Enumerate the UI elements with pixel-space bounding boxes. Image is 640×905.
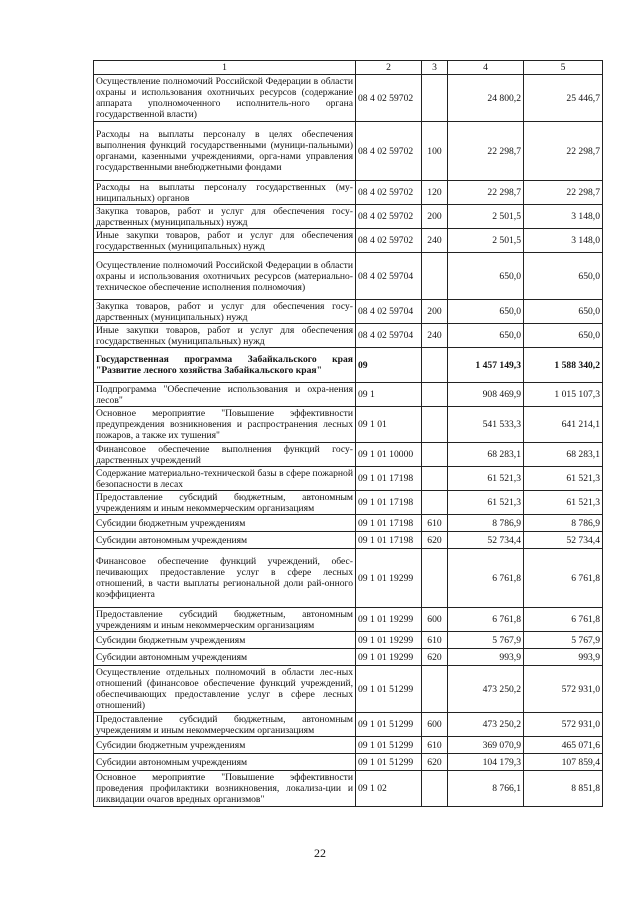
table-row (94, 383, 603, 407)
table-row (94, 666, 603, 713)
row-value-2022-cell: 1 015 107,3 (524, 383, 603, 407)
row-code-cell: 09 1 01 51299 (356, 754, 422, 771)
table-row (94, 348, 603, 383)
row-value-2022-cell: 8 786,9 (524, 515, 603, 532)
column-number-5: 5 (524, 61, 603, 75)
row-code-cell: 09 1 01 17198 (356, 515, 422, 532)
row-name-cell: Субсидии бюджетным учреждениям (94, 515, 356, 532)
column-number-4: 4 (448, 61, 524, 75)
row-name-cell: Иные закупки товаров, работ и услуг для обеспечения государственных (муниципальных) нужд (94, 324, 356, 348)
row-code-cell: 09 (356, 348, 422, 383)
row-code-cell: 08 4 02 59702 (356, 122, 422, 181)
row-value-2022-cell: 22 298,7 (524, 181, 603, 205)
row-value-2022-cell: 52 734,4 (524, 532, 603, 549)
row-value-2022-cell: 993,9 (524, 649, 603, 666)
row-value-2022-cell: 25 446,7 (524, 75, 603, 122)
row-value-2021-cell: 61 521,3 (448, 491, 524, 515)
row-value-2021-cell: 104 179,3 (448, 754, 524, 771)
table-row (94, 467, 603, 491)
row-value-2022-cell: 8 851,8 (524, 771, 603, 807)
row-code-cell: 09 1 01 17198 (356, 467, 422, 491)
row-name-cell: Финансовое обеспечение выполнения функций госу-дарственных учреждений (94, 443, 356, 467)
row-value-2022-cell: 650,0 (524, 253, 603, 300)
table-row (94, 253, 603, 300)
row-value-2021-cell: 22 298,7 (448, 122, 524, 181)
row-value-2021-cell: 473 250,2 (448, 666, 524, 713)
row-code-cell: 09 1 01 19299 (356, 608, 422, 632)
row-code-cell: 08 4 02 59702 (356, 181, 422, 205)
table-row (94, 532, 603, 549)
row-code-cell: 08 4 02 59704 (356, 324, 422, 348)
row-value-2022-cell: 465 071,6 (524, 737, 603, 754)
table-row (94, 608, 603, 632)
row-expense-type-cell (422, 549, 448, 608)
row-value-2021-cell: 61 521,3 (448, 467, 524, 491)
row-value-2022-cell: 650,0 (524, 300, 603, 324)
row-expense-type-cell: 620 (422, 649, 448, 666)
row-value-2021-cell: 650,0 (448, 300, 524, 324)
column-number-2: 2 (356, 61, 422, 75)
row-name-cell: Расходы на выплаты персоналу в целях обеспечения выполнения функций государственными (муници-пальными) органами, казенными учреждениями, орга-нами управления государственными внебюджетными фондами (94, 122, 356, 181)
table-row (94, 443, 603, 467)
row-value-2021-cell: 2 501,5 (448, 205, 524, 229)
row-value-2022-cell: 572 931,0 (524, 666, 603, 713)
row-value-2022-cell: 6 761,8 (524, 608, 603, 632)
row-expense-type-cell (422, 666, 448, 713)
table-row (94, 737, 603, 754)
row-value-2022-cell: 5 767,9 (524, 632, 603, 649)
table-row (94, 181, 603, 205)
row-expense-type-cell (422, 253, 448, 300)
row-expense-type-cell: 600 (422, 713, 448, 737)
row-expense-type-cell: 240 (422, 324, 448, 348)
row-name-cell: Предоставление субсидий бюджетным, автономным учреждениям и иным некоммерческим организациям (94, 608, 356, 632)
row-code-cell: 09 1 01 17198 (356, 491, 422, 515)
row-value-2022-cell: 22 298,7 (524, 122, 603, 181)
row-value-2021-cell: 8 766,1 (448, 771, 524, 807)
row-value-2021-cell: 2 501,5 (448, 229, 524, 253)
row-name-cell: Субсидии автономным учреждениям (94, 754, 356, 771)
column-number-3: 3 (422, 61, 448, 75)
row-code-cell: 09 1 01 10000 (356, 443, 422, 467)
row-expense-type-cell: 200 (422, 300, 448, 324)
row-value-2022-cell: 650,0 (524, 324, 603, 348)
row-code-cell: 09 1 01 19299 (356, 649, 422, 666)
row-name-cell: Предоставление субсидий бюджетным, автономным учреждениям и иным некоммерческим организациям (94, 491, 356, 515)
row-value-2021-cell: 650,0 (448, 253, 524, 300)
row-name-cell: Осуществление полномочий Российской Федерации в области охраны и использования охотничьих ресурсов (содержание аппарата уполномоченного исполнитель-ного органа государственной власти) (94, 75, 356, 122)
row-code-cell: 08 4 02 59704 (356, 300, 422, 324)
row-expense-type-cell (422, 407, 448, 443)
row-name-cell: Субсидии бюджетным учреждениям (94, 737, 356, 754)
row-value-2021-cell: 68 283,1 (448, 443, 524, 467)
table-row (94, 122, 603, 181)
row-expense-type-cell (422, 771, 448, 807)
row-name-cell: Иные закупки товаров, работ и услуг для обеспечения государственных (муниципальных) нужд (94, 229, 356, 253)
table-row (94, 300, 603, 324)
row-value-2022-cell: 6 761,8 (524, 549, 603, 608)
row-name-cell: Осуществление отдельных полномочий в области лес-ных отношений (финансовое обеспечение функций учреждений, обеспечивающих предоставление услуг в сфере лесных отношений) (94, 666, 356, 713)
column-number-1: 1 (94, 61, 356, 75)
row-code-cell: 09 1 01 19299 (356, 632, 422, 649)
row-name-cell: Расходы на выплаты персоналу государственных (му-ниципальных) органов (94, 181, 356, 205)
table-row (94, 229, 603, 253)
row-code-cell: 09 1 01 51299 (356, 737, 422, 754)
row-expense-type-cell: 620 (422, 754, 448, 771)
table-row (94, 713, 603, 737)
row-name-cell: Закупка товаров, работ и услуг для обеспечения госу-дарственных (муниципальных) нужд (94, 300, 356, 324)
row-name-cell: Основное мероприятие "Повышение эффективности предупреждения возникновения и распространения лесных пожаров, а также их тушения" (94, 407, 356, 443)
row-code-cell: 09 1 (356, 383, 422, 407)
row-code-cell: 08 4 02 59704 (356, 253, 422, 300)
row-value-2022-cell: 641 214,1 (524, 407, 603, 443)
row-value-2021-cell: 52 734,4 (448, 532, 524, 549)
row-value-2022-cell: 61 521,3 (524, 491, 603, 515)
row-code-cell: 09 1 02 (356, 771, 422, 807)
row-expense-type-cell: 610 (422, 515, 448, 532)
row-expense-type-cell: 120 (422, 181, 448, 205)
row-name-cell: Основное мероприятие "Повышение эффективности проведения профилактики возникновения, локализа-ции и ликвидации очагов вредных организмов" (94, 771, 356, 807)
table-row (94, 549, 603, 608)
table-row (94, 632, 603, 649)
table-row (94, 75, 603, 122)
row-code-cell: 08 4 02 59702 (356, 205, 422, 229)
row-value-2022-cell: 1 588 340,2 (524, 348, 603, 383)
row-expense-type-cell (422, 491, 448, 515)
row-name-cell: Закупка товаров, работ и услуг для обеспечения госу-дарственных (муниципальных) нужд (94, 205, 356, 229)
row-name-cell: Предоставление субсидий бюджетным, автономным учреждениям и иным некоммерческим организациям (94, 713, 356, 737)
row-name-cell: Подпрограмма "Обеспечение использования и охра-нения лесов" (94, 383, 356, 407)
row-expense-type-cell: 610 (422, 737, 448, 754)
table-row (94, 754, 603, 771)
row-value-2021-cell: 6 761,8 (448, 549, 524, 608)
row-value-2021-cell: 24 800,2 (448, 75, 524, 122)
row-code-cell: 08 4 02 59702 (356, 229, 422, 253)
row-code-cell: 08 4 02 59702 (356, 75, 422, 122)
row-value-2021-cell: 6 761,8 (448, 608, 524, 632)
row-name-cell: Содержание материально-технической базы в сфере пожарной безопасности в лесах (94, 467, 356, 491)
page-number: 22 (314, 846, 326, 860)
row-value-2021-cell: 1 457 149,3 (448, 348, 524, 383)
row-value-2021-cell: 908 469,9 (448, 383, 524, 407)
row-value-2021-cell: 369 070,9 (448, 737, 524, 754)
row-value-2021-cell: 650,0 (448, 324, 524, 348)
row-name-cell: Субсидии автономным учреждениям (94, 532, 356, 549)
row-expense-type-cell: 100 (422, 122, 448, 181)
table-row (94, 205, 603, 229)
row-expense-type-cell: 200 (422, 205, 448, 229)
row-value-2022-cell: 61 521,3 (524, 467, 603, 491)
table-row (94, 515, 603, 532)
row-expense-type-cell (422, 443, 448, 467)
row-code-cell: 09 1 01 (356, 407, 422, 443)
row-name-cell: Финансовое обеспечение функций учреждений, обес-печивающих предоставление услуг в сфере лесных отношений, в части выплаты региональной доли рай-онного коэффициента (94, 549, 356, 608)
table-row (94, 324, 603, 348)
column-number-row (94, 61, 603, 75)
row-code-cell: 09 1 01 51299 (356, 713, 422, 737)
row-value-2022-cell: 3 148,0 (524, 205, 603, 229)
row-expense-type-cell: 620 (422, 532, 448, 549)
row-name-cell: Государственная программа Забайкальского края "Развитие лесного хозяйства Забайкальского края" (94, 348, 356, 383)
row-code-cell: 09 1 01 19299 (356, 549, 422, 608)
row-value-2022-cell: 68 283,1 (524, 443, 603, 467)
row-expense-type-cell: 610 (422, 632, 448, 649)
row-code-cell: 09 1 01 17198 (356, 532, 422, 549)
row-value-2022-cell: 572 931,0 (524, 713, 603, 737)
row-name-cell: Субсидии автономным учреждениям (94, 649, 356, 666)
row-name-cell: Осуществление полномочий Российской Федерации в области охраны и использования охотничьих ресурсов (материально-техническое обеспечение исполнения полномочия) (94, 253, 356, 300)
budget-table (93, 60, 603, 807)
row-value-2022-cell: 3 148,0 (524, 229, 603, 253)
row-value-2021-cell: 473 250,2 (448, 713, 524, 737)
row-value-2021-cell: 8 786,9 (448, 515, 524, 532)
row-value-2022-cell: 107 859,4 (524, 754, 603, 771)
row-value-2021-cell: 993,9 (448, 649, 524, 666)
budget-table-body (94, 61, 603, 807)
row-expense-type-cell (422, 467, 448, 491)
row-expense-type-cell: 240 (422, 229, 448, 253)
row-expense-type-cell (422, 348, 448, 383)
row-expense-type-cell (422, 75, 448, 122)
table-row (94, 491, 603, 515)
table-row (94, 771, 603, 807)
row-value-2021-cell: 22 298,7 (448, 181, 524, 205)
row-value-2021-cell: 5 767,9 (448, 632, 524, 649)
row-name-cell: Субсидии бюджетным учреждениям (94, 632, 356, 649)
table-row (94, 649, 603, 666)
row-code-cell: 09 1 01 51299 (356, 666, 422, 713)
row-value-2021-cell: 541 533,3 (448, 407, 524, 443)
row-expense-type-cell (422, 383, 448, 407)
table-row (94, 407, 603, 443)
row-expense-type-cell: 600 (422, 608, 448, 632)
